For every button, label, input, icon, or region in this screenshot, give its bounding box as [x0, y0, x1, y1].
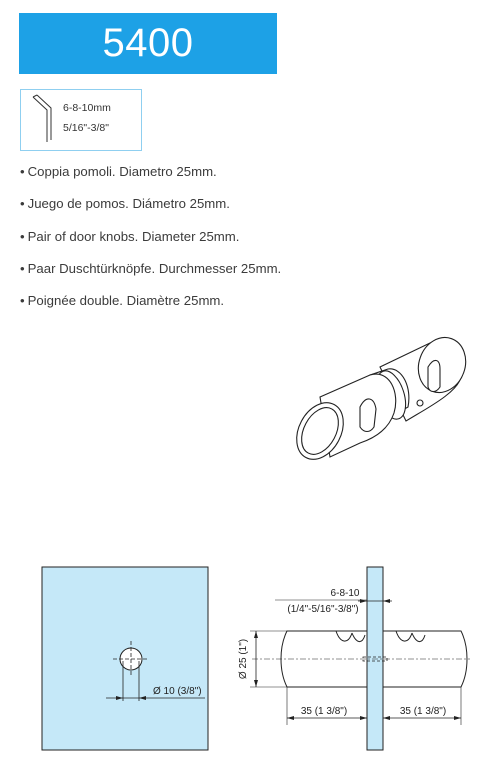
bullet: • — [20, 164, 25, 179]
glass-thickness-icon — [21, 90, 141, 150]
description-text: Poignée double. Diamètre 25mm. — [27, 293, 225, 309]
hole-diameter-label: Ø 10 (3/8") — [153, 686, 202, 697]
description-text: Juego de pomos. Diámetro 25mm. — [27, 196, 230, 212]
knob-diameter-label: Ø 25 (1") — [238, 638, 249, 680]
technical-drawing — [0, 555, 491, 768]
glass-thickness-box — [20, 89, 142, 151]
product-code: 5400 — [102, 21, 194, 65]
thickness-imperial: 5/16"-3/8" — [63, 122, 109, 134]
glass-thickness-label: 6-8-10 — [330, 588, 360, 599]
product-illustration — [290, 335, 480, 470]
side-view — [238, 567, 470, 750]
glass-thickness-imperial-label: (1/4"-5/16"-3/8") — [287, 604, 359, 615]
right-knob-length-label: 35 (1 3/8") — [399, 706, 447, 717]
glass-front-view — [42, 567, 208, 750]
description-english — [20, 228, 281, 260]
description-spanish — [20, 195, 281, 227]
description-text: Pair of door knobs. Diameter 25mm. — [27, 228, 240, 244]
bullet: • — [20, 196, 25, 212]
description-text: Coppia pomoli. Diametro 25mm. — [27, 164, 217, 179]
description-italian — [20, 163, 281, 195]
description-list — [20, 163, 281, 324]
product-code-banner — [19, 13, 277, 74]
bullet: • — [20, 293, 25, 309]
description-french — [20, 292, 281, 324]
description-text: Paar Duschtürknöpfe. Durchmesser 25mm. — [27, 260, 282, 276]
thickness-metric: 6-8-10mm — [63, 102, 111, 114]
left-knob-length-label: 35 (1 3/8") — [300, 706, 348, 717]
bullet: • — [20, 228, 25, 244]
description-german — [20, 260, 281, 292]
bullet: • — [20, 260, 25, 276]
